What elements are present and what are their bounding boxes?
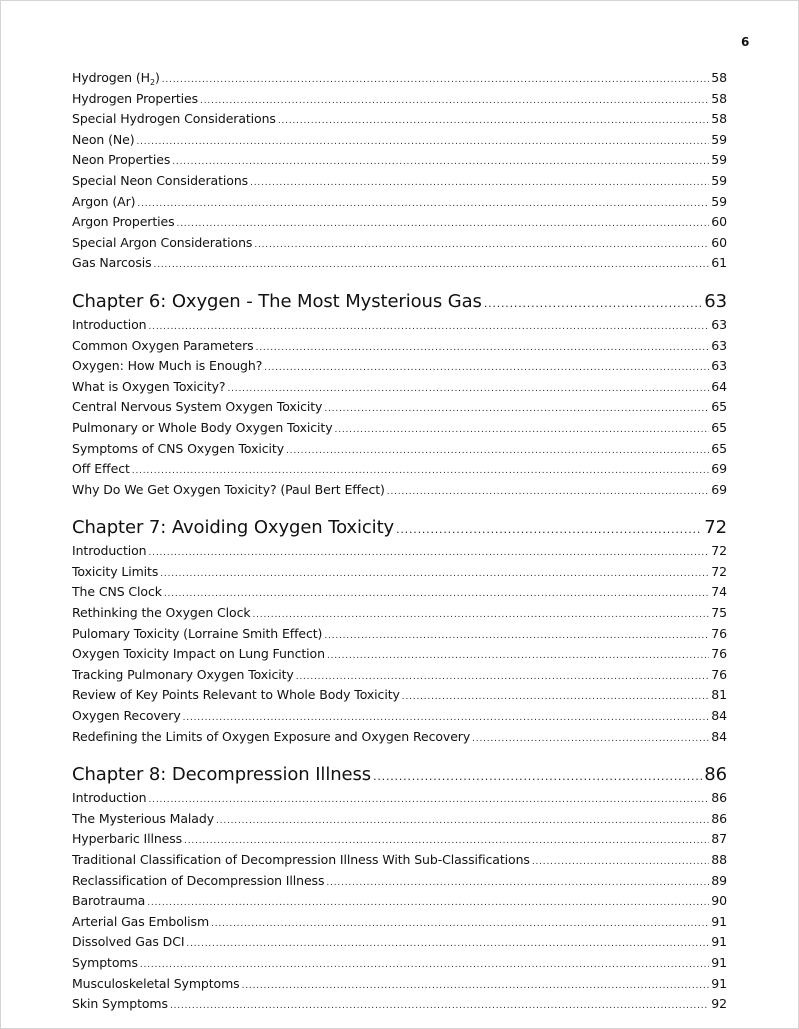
toc-entry[interactable] xyxy=(72,830,727,851)
toc-entry-page: 75 xyxy=(711,605,727,621)
dot-leader xyxy=(335,421,710,440)
toc-entry-title: Special Argon Considerations xyxy=(72,234,253,250)
toc-entry-page: 58 xyxy=(711,90,727,106)
dot-leader xyxy=(252,606,709,625)
toc-entry[interactable] xyxy=(72,563,727,584)
toc-entry[interactable] xyxy=(72,172,727,193)
dot-leader xyxy=(177,215,710,234)
toc-chapter-8 xyxy=(72,764,727,1016)
toc-entry-page: 65 xyxy=(711,440,727,456)
table-of-contents xyxy=(72,69,727,1016)
toc-entry[interactable] xyxy=(72,666,727,687)
dot-leader xyxy=(183,709,710,728)
toc-entry-page: 59 xyxy=(711,131,727,147)
toc-entry-title: The CNS Clock xyxy=(72,584,162,600)
dot-leader xyxy=(162,71,710,90)
toc-entry-title: Reclassification of Decompression Illness xyxy=(72,872,325,888)
dot-leader xyxy=(227,380,709,399)
dot-leader xyxy=(149,318,710,337)
toc-entry-page: 84 xyxy=(711,708,727,724)
toc-entry-page: 76 xyxy=(711,646,727,662)
toc-entry-page: 64 xyxy=(711,378,727,394)
toc-entry[interactable] xyxy=(72,625,727,646)
dot-leader xyxy=(172,153,709,172)
toc-entry-title: Off Effect xyxy=(72,461,130,477)
toc-entry-title: Oxygen: How Much is Enough? xyxy=(72,358,263,374)
page-number: 6 xyxy=(741,35,750,49)
toc-entry-page: 84 xyxy=(711,728,727,744)
toc-entry[interactable] xyxy=(72,645,727,666)
toc-entry-title: Hydrogen Properties xyxy=(72,90,199,106)
toc-entry-title: Pulomary Toxicity (Lorraine Smith Effect) xyxy=(72,625,323,641)
toc-entry-page: 60 xyxy=(711,234,727,250)
toc-entry[interactable] xyxy=(72,954,727,975)
chapter-page: 63 xyxy=(704,290,727,312)
toc-entry-page: 65 xyxy=(711,399,727,415)
toc-entry-title: Redefining the Limits of Oxygen Exposure and Oxygen Recovery xyxy=(72,728,471,744)
dot-leader xyxy=(136,133,709,152)
toc-entry[interactable] xyxy=(72,151,727,172)
dot-leader xyxy=(484,293,702,315)
toc-chapter-6 xyxy=(72,291,727,501)
toc-entry-page: 69 xyxy=(711,481,727,497)
toc-entry-page: 91 xyxy=(711,975,727,991)
dot-leader xyxy=(132,462,710,481)
dot-leader xyxy=(532,853,709,872)
toc-entry-title: Neon (Ne) xyxy=(72,131,135,147)
toc-pre-section xyxy=(72,69,727,275)
dot-leader xyxy=(140,956,709,975)
toc-entry[interactable] xyxy=(72,913,727,934)
toc-entry[interactable] xyxy=(72,440,727,461)
chapter-title: Chapter 6: Oxygen - The Most Mysterious Gas xyxy=(72,290,482,312)
toc-entry[interactable] xyxy=(72,90,727,111)
toc-entry[interactable] xyxy=(72,933,727,954)
dot-leader xyxy=(472,730,709,749)
toc-entry-title: Musculoskeletal Symptoms xyxy=(72,975,240,991)
toc-entry-page: 90 xyxy=(711,893,727,909)
toc-entry[interactable] xyxy=(72,604,727,625)
dot-leader xyxy=(396,519,702,541)
toc-entry[interactable] xyxy=(72,728,727,749)
toc-entry-title: Hydrogen $(H_2)$ xyxy=(72,70,160,87)
toc-entry[interactable] xyxy=(72,851,727,872)
toc-entry[interactable] xyxy=(72,892,727,913)
toc-entry-title: Central Nervous System Oxygen Toxicity xyxy=(72,399,323,415)
toc-entry-title: Arterial Gas Embolism xyxy=(72,913,210,929)
toc-entry-title: What is Oxygen Toxicity? xyxy=(72,378,226,394)
toc-entry-page: 88 xyxy=(711,852,727,867)
toc-entry-page: 69 xyxy=(711,461,727,477)
toc-entry-page: 60 xyxy=(711,214,727,230)
toc-entry[interactable] xyxy=(72,419,727,440)
dot-leader xyxy=(373,766,702,788)
toc-entry[interactable] xyxy=(72,254,727,275)
toc-entry[interactable] xyxy=(72,193,727,214)
toc-entry[interactable] xyxy=(72,316,727,337)
chapter-heading[interactable] xyxy=(72,517,727,541)
dot-leader xyxy=(324,400,709,419)
dot-leader xyxy=(137,195,709,214)
toc-entry-page: 58 xyxy=(711,70,727,85)
toc-entry[interactable] xyxy=(72,995,727,1016)
dot-leader xyxy=(324,627,709,646)
toc-entry-page: 61 xyxy=(711,255,727,271)
toc-entry[interactable] xyxy=(72,337,727,358)
toc-entry-title: Barotrauma xyxy=(72,893,146,909)
toc-entry-page: 58 xyxy=(711,111,727,127)
toc-entry-page: 91 xyxy=(711,934,727,950)
toc-entry-page: 65 xyxy=(711,419,727,435)
dot-leader xyxy=(200,92,709,111)
toc-entry-page: 76 xyxy=(711,625,727,641)
toc-entry-page: 59 xyxy=(711,152,727,168)
dot-leader xyxy=(184,832,709,851)
toc-entry-title: Argon (Ar) xyxy=(72,193,136,209)
dot-leader xyxy=(250,174,709,193)
toc-entry-title: Introduction xyxy=(72,316,147,332)
dot-leader xyxy=(402,688,709,707)
toc-entry-title: Special Hydrogen Considerations xyxy=(72,111,276,127)
toc-entry-title: Neon Properties xyxy=(72,152,171,168)
chapter-page: 72 xyxy=(704,517,727,539)
toc-entry-title: Skin Symptoms xyxy=(72,996,168,1012)
dot-leader xyxy=(170,997,709,1016)
toc-entry[interactable] xyxy=(72,234,727,255)
toc-entry-page: 59 xyxy=(711,193,727,209)
toc-entry[interactable] xyxy=(72,357,727,378)
toc-chapter-7 xyxy=(72,517,727,748)
dot-leader xyxy=(164,585,709,604)
toc-entry-title: The Mysterious Malady xyxy=(72,810,214,826)
toc-entry[interactable] xyxy=(72,686,727,707)
dot-leader xyxy=(186,935,709,954)
toc-entry-title: Review of Key Points Relevant to Whole Body Toxicity xyxy=(72,687,400,703)
toc-entry-title: Symptoms of CNS Oxygen Toxicity xyxy=(72,440,285,456)
toc-entry-title: Tracking Pulmonary Oxygen Toxicity xyxy=(72,666,294,682)
subscript: 2 xyxy=(149,78,155,87)
toc-entry-title: Introduction xyxy=(72,543,147,559)
toc-entry-title: Symptoms xyxy=(72,954,138,970)
dot-leader xyxy=(160,565,709,584)
toc-entry[interactable] xyxy=(72,213,727,234)
toc-entry-page: 72 xyxy=(711,563,727,579)
toc-entry-page: 76 xyxy=(711,666,727,682)
toc-entry-page: 63 xyxy=(711,316,727,332)
toc-entry-page: 72 xyxy=(711,543,727,559)
dot-leader xyxy=(387,483,709,502)
toc-entry-title: Oxygen Recovery xyxy=(72,708,181,724)
dot-leader xyxy=(216,812,709,831)
dot-leader xyxy=(264,359,709,378)
toc-entry-page: 89 xyxy=(711,872,727,888)
toc-entry-page: 86 xyxy=(711,790,727,806)
dot-leader xyxy=(154,256,710,275)
dot-leader xyxy=(286,442,709,461)
dot-leader xyxy=(254,236,709,255)
toc-entry-page: 91 xyxy=(711,954,727,970)
toc-entry-page: 86 xyxy=(711,810,727,826)
toc-entry-title: Pulmonary or Whole Body Oxygen Toxicity xyxy=(72,419,333,435)
toc-entry-page: 87 xyxy=(711,831,727,847)
toc-entry-title: Dissolved Gas DCI xyxy=(72,934,185,950)
toc-entry[interactable] xyxy=(72,872,727,893)
toc-entry[interactable] xyxy=(72,460,727,481)
toc-entry-page: 91 xyxy=(711,913,727,929)
dot-leader xyxy=(256,339,710,358)
toc-entry[interactable] xyxy=(72,789,727,810)
chapter-title: Chapter 8: Decompression Illness xyxy=(72,764,372,786)
toc-entry[interactable] xyxy=(72,131,727,152)
toc-entry-title: Hyperbaric Illness xyxy=(72,831,183,847)
dot-leader xyxy=(149,544,710,563)
toc-entry-title: Oxygen Toxicity Impact on Lung Function xyxy=(72,646,325,662)
chapter-page: 86 xyxy=(704,764,727,786)
toc-entry-page: 92 xyxy=(711,996,727,1012)
toc-entry[interactable] xyxy=(72,378,727,399)
chapter-title: Chapter 7: Avoiding Oxygen Toxicity xyxy=(72,517,395,539)
toc-entry[interactable] xyxy=(72,810,727,831)
toc-entry-title: Argon Properties xyxy=(72,214,175,230)
toc-entry-title: Special Neon Considerations xyxy=(72,172,249,188)
chapter-heading[interactable] xyxy=(72,291,727,315)
dot-leader xyxy=(296,668,710,687)
toc-entry-page: 81 xyxy=(711,687,727,703)
toc-entry-page: 59 xyxy=(711,172,727,188)
toc-entry-title: Why Do We Get Oxygen Toxicity? (Paul Bert Effect) xyxy=(72,481,385,497)
toc-entry-page: 74 xyxy=(711,584,727,600)
toc-entry[interactable] xyxy=(72,481,727,502)
toc-entry[interactable] xyxy=(72,975,727,996)
dot-leader xyxy=(147,894,709,913)
toc-entry-page: 63 xyxy=(711,337,727,353)
toc-entry-title: Rethinking the Oxygen Clock xyxy=(72,605,251,621)
toc-entry[interactable] xyxy=(72,69,727,90)
dot-leader xyxy=(242,977,710,996)
dot-leader xyxy=(211,915,709,934)
toc-entry[interactable] xyxy=(72,110,727,131)
toc-entry-page: 63 xyxy=(711,358,727,374)
toc-entry-title: Traditional Classification of Decompression Illness With Sub-Classifications xyxy=(72,852,530,867)
toc-entry[interactable] xyxy=(72,583,727,604)
dot-leader xyxy=(149,791,710,810)
toc-entry[interactable] xyxy=(72,542,727,563)
toc-entry[interactable] xyxy=(72,398,727,419)
dot-leader xyxy=(326,874,709,893)
toc-entry[interactable] xyxy=(72,707,727,728)
toc-entry-title: Gas Narcosis xyxy=(72,255,152,271)
dot-leader xyxy=(278,112,709,131)
chapter-heading[interactable] xyxy=(72,764,727,788)
toc-entry-title: Toxicity Limits xyxy=(72,563,159,579)
toc-entry-title: Common Oxygen Parameters xyxy=(72,337,254,353)
toc-entry-title: Introduction xyxy=(72,790,147,806)
dot-leader xyxy=(327,647,709,666)
